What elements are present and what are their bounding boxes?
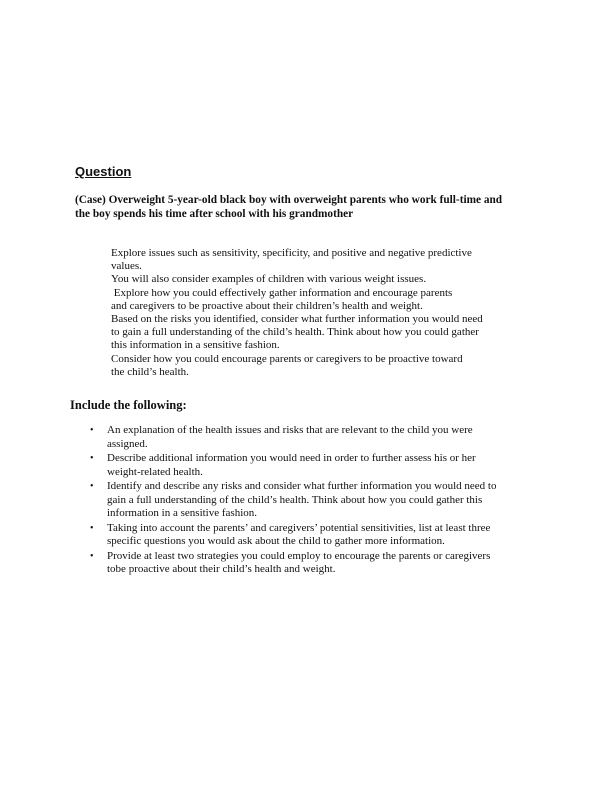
list-item-line: tobe proactive about their child’s health and weight. [107,563,336,575]
include-heading: Include the following: [70,398,187,412]
bullet-icon: • [90,550,94,562]
list-item-line: Describe additional information you would need in order to further assess his or her [107,452,476,464]
list-item [90,452,550,479]
explore-line: to gain a full understanding of the child’s health. Think about how you could gather [111,326,479,339]
case-description [75,193,545,221]
list-item-line: assigned. [107,437,148,450]
requirements-list [90,424,550,577]
explore-paragraph [111,247,551,379]
explore-line: values. [111,260,142,273]
list-item-line: An explanation of the health issues and risks that are relevant to the child you were [107,424,473,436]
bullet-icon: • [90,453,94,464]
list-item-line: weight-related health. [107,465,203,478]
explore-line: You will also consider examples of children with various weight issues. [111,273,427,286]
list-item-line: information in a sensitive fashion. [107,507,257,519]
bullet-icon: • [90,481,94,492]
case-line: (Case) Overweight 5-year-old black boy with overweight parents who work full-time and [75,194,503,206]
explore-line: Consider how you could encourage parents or caregivers to be proactive toward [111,352,463,365]
list-item-line: gain a full understanding of the child’s health. Think about how you could gather this [107,493,483,506]
list-item [90,480,550,521]
bullet-icon: • [90,425,94,436]
list-item-line: Identify and describe any risks and consider what further information you would need to [107,480,497,492]
bullet-icon: • [90,522,94,534]
list-item-line: Taking into account the parents’ and caregivers’ potential sensitivities, list at least three [107,521,491,534]
explore-line: the child’s health. [111,365,189,378]
question-heading: Question [75,164,132,179]
list-item [90,550,550,577]
explore-line: this information in a sensitive fashion. [111,339,280,352]
explore-line: Explore how you could effectively gather information and encourage parents [111,286,453,299]
explore-line: Explore issues such as sensitivity, specificity, and positive and negative predictive [111,247,472,259]
list-item [90,424,550,451]
explore-line: and caregivers to be proactive about their children’s health and weight. [111,299,423,312]
list-item-line: specific questions you would ask about the child to gather more information. [107,535,445,547]
list-item [90,522,550,549]
explore-line: Based on the risks you identified, consider what further information you would need [111,313,483,326]
list-item-line: Provide at least two strategies you could employ to encourage the parents or caregivers [107,549,491,562]
case-line: the boy spends his time after school with his grandmother [75,208,354,220]
